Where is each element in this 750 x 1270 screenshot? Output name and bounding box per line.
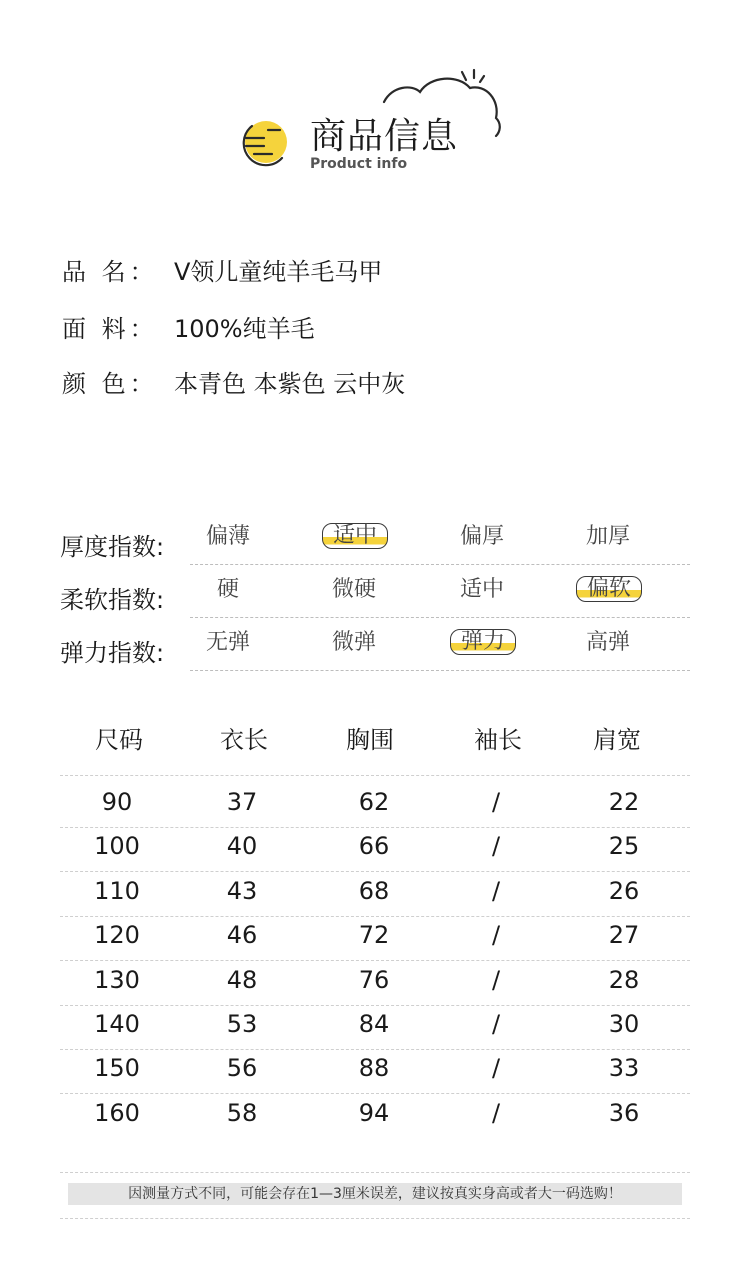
- table-cell: /: [491, 1010, 501, 1038]
- index-option: 加厚: [585, 524, 630, 549]
- measurement-note: 因测量方式不同，可能会存在1—3厘米误差，建议按真实身高或者大一码选购！: [68, 1183, 682, 1205]
- table-cell: /: [491, 1054, 501, 1083]
- table-cell: 72: [358, 921, 390, 950]
- divider: [190, 564, 690, 565]
- table-row: [0, 780, 750, 824]
- info-label-color: 颜 色：: [62, 370, 158, 398]
- table-cell: 94: [358, 1098, 390, 1127]
- table-cell: 62: [358, 788, 390, 816]
- table-cell: 66: [358, 832, 390, 861]
- table-cell: /: [491, 1098, 501, 1127]
- index-option-selected: 偏软: [576, 576, 642, 602]
- table-cell: 90: [101, 788, 133, 816]
- table-cell: /: [491, 921, 501, 950]
- table-cell: 33: [608, 1054, 640, 1083]
- table-row: [0, 958, 750, 1002]
- size-table-header: [0, 720, 750, 760]
- index-option-selected: 弹力: [450, 629, 516, 655]
- softness-index-row: [60, 568, 690, 618]
- index-option: 硬: [216, 577, 239, 602]
- info-row-color: [62, 364, 405, 399]
- index-label: 弹力指数:: [60, 639, 165, 667]
- info-value-color: 本青色 本紫色 云中灰: [174, 370, 406, 398]
- table-cell: 27: [608, 921, 640, 950]
- table-cell: /: [491, 832, 501, 861]
- table-cell: 130: [94, 965, 140, 994]
- table-row: [0, 869, 750, 913]
- table-row: [0, 913, 750, 957]
- column-header: 袖长: [474, 726, 522, 754]
- column-header: 尺码: [95, 726, 143, 754]
- index-option: 偏厚: [459, 524, 504, 549]
- elasticity-index-row: [60, 621, 690, 671]
- index-option: 偏薄: [205, 524, 250, 549]
- divider: [60, 1172, 690, 1173]
- index-option: 高弹: [585, 630, 630, 655]
- table-cell: 84: [358, 1010, 390, 1038]
- table-cell: 160: [94, 1098, 140, 1127]
- table-cell: 110: [94, 876, 140, 905]
- index-option: 适中: [459, 577, 504, 602]
- index-label: 厚度指数:: [60, 533, 165, 561]
- table-cell: 56: [226, 1054, 258, 1083]
- info-value-fabric: 100%纯羊毛: [174, 315, 315, 343]
- table-cell: 120: [94, 921, 140, 950]
- index-label: 柔软指数:: [60, 586, 165, 614]
- column-header: 衣长: [220, 726, 268, 754]
- table-cell: 26: [608, 876, 640, 905]
- table-cell: 28: [608, 965, 640, 994]
- table-cell: 58: [226, 1098, 258, 1127]
- index-option: 无弹: [205, 630, 250, 655]
- table-cell: 36: [608, 1098, 640, 1127]
- table-cell: 68: [358, 876, 390, 905]
- index-option: 微弹: [331, 630, 376, 655]
- header: [0, 0, 750, 200]
- table-cell: 140: [94, 1010, 140, 1038]
- divider: [60, 775, 690, 776]
- menu-circle-icon: [244, 121, 287, 165]
- column-header: 肩宽: [593, 726, 641, 754]
- index-option: 微硬: [331, 577, 376, 602]
- divider: [190, 670, 690, 671]
- divider: [60, 1218, 690, 1219]
- table-cell: 48: [226, 965, 258, 994]
- table-cell: /: [491, 965, 501, 994]
- table-cell: 76: [358, 965, 390, 994]
- table-row: [0, 1091, 750, 1135]
- table-cell: 30: [608, 1010, 640, 1038]
- index-option-selected: 适中: [322, 523, 388, 549]
- table-row: [0, 1002, 750, 1046]
- table-cell: 46: [226, 921, 258, 950]
- divider: [190, 617, 690, 618]
- table-row: [0, 1046, 750, 1090]
- column-header: 胸围: [346, 726, 394, 754]
- page-subtitle: Product info: [310, 156, 408, 172]
- thickness-index-row: [60, 515, 690, 565]
- info-row-fabric: [62, 309, 315, 344]
- table-cell: 37: [226, 788, 258, 816]
- info-label-name: 品 名：: [62, 258, 158, 286]
- table-cell: 53: [226, 1010, 258, 1038]
- table-cell: 25: [608, 832, 640, 861]
- info-value-name: V领儿童纯羊毛马甲: [174, 258, 383, 286]
- table-cell: 40: [226, 832, 258, 861]
- page-title: 商品信息: [310, 116, 459, 157]
- info-row-name: [62, 252, 382, 287]
- table-cell: 22: [608, 788, 640, 816]
- table-cell: /: [491, 788, 501, 816]
- table-cell: 43: [226, 876, 258, 905]
- table-row: [0, 824, 750, 868]
- info-label-fabric: 面 料：: [62, 315, 158, 343]
- table-cell: 150: [94, 1054, 140, 1083]
- table-cell: 88: [358, 1054, 390, 1083]
- table-cell: /: [491, 876, 501, 905]
- table-cell: 100: [94, 832, 140, 861]
